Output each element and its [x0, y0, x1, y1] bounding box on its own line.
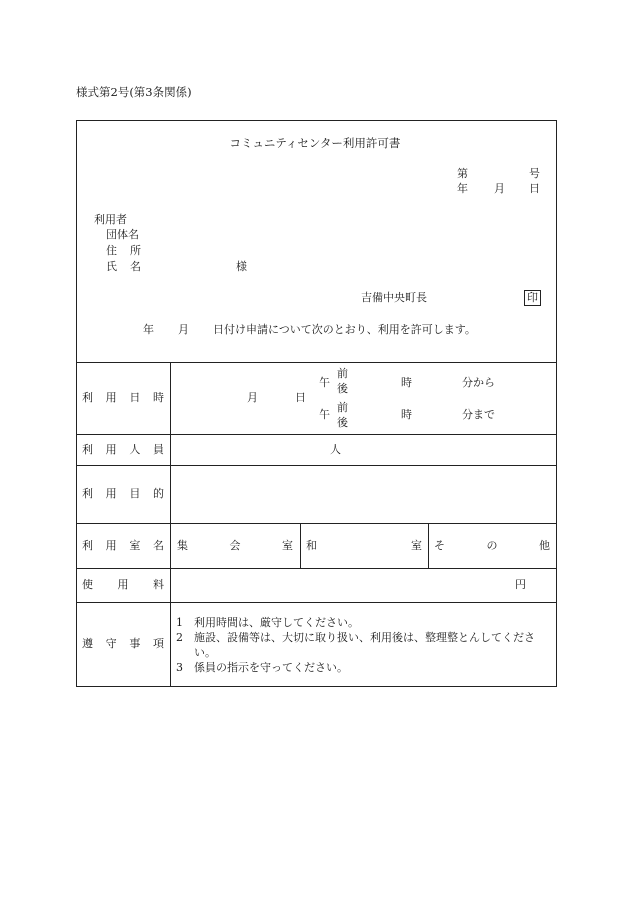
label-char: 用	[105, 487, 117, 500]
am-start: 前	[337, 367, 348, 380]
label-char: 員	[152, 443, 164, 456]
label-char: 用	[105, 443, 117, 456]
rule-number: 1	[176, 616, 183, 629]
label-char: の	[486, 539, 498, 552]
applicant-heading: 利用者	[94, 213, 127, 226]
label-char: 室	[282, 539, 293, 552]
seal-mark: 印	[524, 290, 541, 306]
rule-item	[176, 630, 554, 660]
rule-item	[176, 615, 554, 630]
row-rule-1	[76, 434, 557, 435]
label-char: 的	[152, 487, 164, 500]
ampm-prefix-end: 午	[319, 408, 330, 421]
label-char: 利	[82, 391, 93, 404]
statement-text: 日付け申請について次のとおり、利用を許可します。	[213, 323, 476, 336]
rules-list	[176, 615, 554, 675]
label-char: 使	[82, 578, 93, 591]
hour-start: 時	[401, 376, 412, 389]
rule-number: 2	[176, 631, 183, 644]
am-end: 前	[337, 401, 348, 414]
fee-unit: 円	[515, 578, 526, 591]
table-top-rule	[76, 362, 557, 363]
row-label-people	[82, 444, 164, 455]
label-char: 目	[129, 487, 141, 500]
label-char: 時	[152, 391, 164, 404]
label-char: そ	[434, 539, 445, 552]
label-char: 利	[82, 539, 93, 552]
row-rule-3	[76, 523, 557, 524]
address-label-2: 所	[130, 244, 141, 257]
name-label-2: 名	[130, 260, 141, 273]
number-prefix: 第	[457, 167, 468, 180]
document-title: コミュニティセンター利用許可書	[229, 136, 401, 150]
row-label-purpose	[82, 488, 164, 499]
row-rule-4	[76, 568, 557, 569]
ampm-prefix-start: 午	[319, 376, 330, 389]
group-name-label: 団体名	[106, 228, 139, 241]
address-label-1: 住	[106, 244, 117, 257]
label-char: 他	[539, 539, 550, 552]
label-char: 利	[82, 443, 93, 456]
room-option-japanese	[306, 540, 422, 551]
issuer-name: 吉備中央町長	[361, 291, 427, 304]
label-char: 室	[129, 539, 141, 552]
rule-text: 係員の指示を守ってください。	[194, 661, 348, 674]
label-char: 用	[105, 539, 117, 552]
row-label-rules	[82, 638, 164, 649]
rule-text: 利用時間は、厳守してください。	[194, 616, 359, 629]
minute-until: 分まで	[462, 408, 495, 421]
room-divider-2	[428, 523, 429, 568]
label-char: 用	[117, 578, 129, 591]
date-day: 日	[529, 182, 540, 195]
people-unit: 人	[330, 443, 341, 456]
use-month: 月	[247, 391, 258, 404]
honorific: 様	[236, 260, 247, 273]
label-char: 利	[82, 487, 93, 500]
row-label-room	[82, 540, 164, 551]
rule-item	[176, 660, 554, 675]
label-char: 会	[229, 539, 241, 552]
name-label-1: 氏	[106, 260, 117, 273]
room-option-hall	[177, 540, 293, 551]
minute-from: 分から	[462, 376, 495, 389]
label-column-rule	[170, 362, 171, 687]
date-year: 年	[457, 182, 468, 195]
label-char: 和	[306, 539, 317, 552]
label-char: 守	[105, 637, 117, 650]
form-number-label: 様式第2号(第3条関係)	[76, 85, 192, 99]
label-char: 日	[129, 391, 141, 404]
label-char: 名	[152, 539, 164, 552]
label-char: 項	[152, 637, 164, 650]
room-divider-1	[300, 523, 301, 568]
label-char: 集	[177, 539, 188, 552]
label-char: 料	[153, 578, 164, 591]
hour-end: 時	[401, 408, 412, 421]
label-char: 室	[411, 539, 422, 552]
number-suffix: 号	[529, 167, 540, 180]
room-option-other	[434, 540, 550, 551]
row-rule-5	[76, 602, 557, 603]
rule-number: 3	[176, 661, 183, 674]
pm-end: 後	[337, 416, 348, 429]
label-char: 事	[129, 637, 141, 650]
use-day: 日	[295, 391, 306, 404]
row-rule-2	[76, 465, 557, 466]
pm-start: 後	[337, 382, 348, 395]
statement-month: 月	[178, 323, 189, 336]
label-char: 用	[105, 391, 117, 404]
date-month: 月	[494, 182, 505, 195]
rule-text: 施設、設備等は、大切に取り扱い、利用後は、整理整とんしてください。	[194, 631, 535, 659]
label-char: 人	[129, 443, 141, 456]
label-char: 遵	[82, 637, 93, 650]
row-label-fee	[82, 579, 164, 590]
row-label-datetime	[82, 392, 164, 403]
statement-year: 年	[143, 323, 154, 336]
